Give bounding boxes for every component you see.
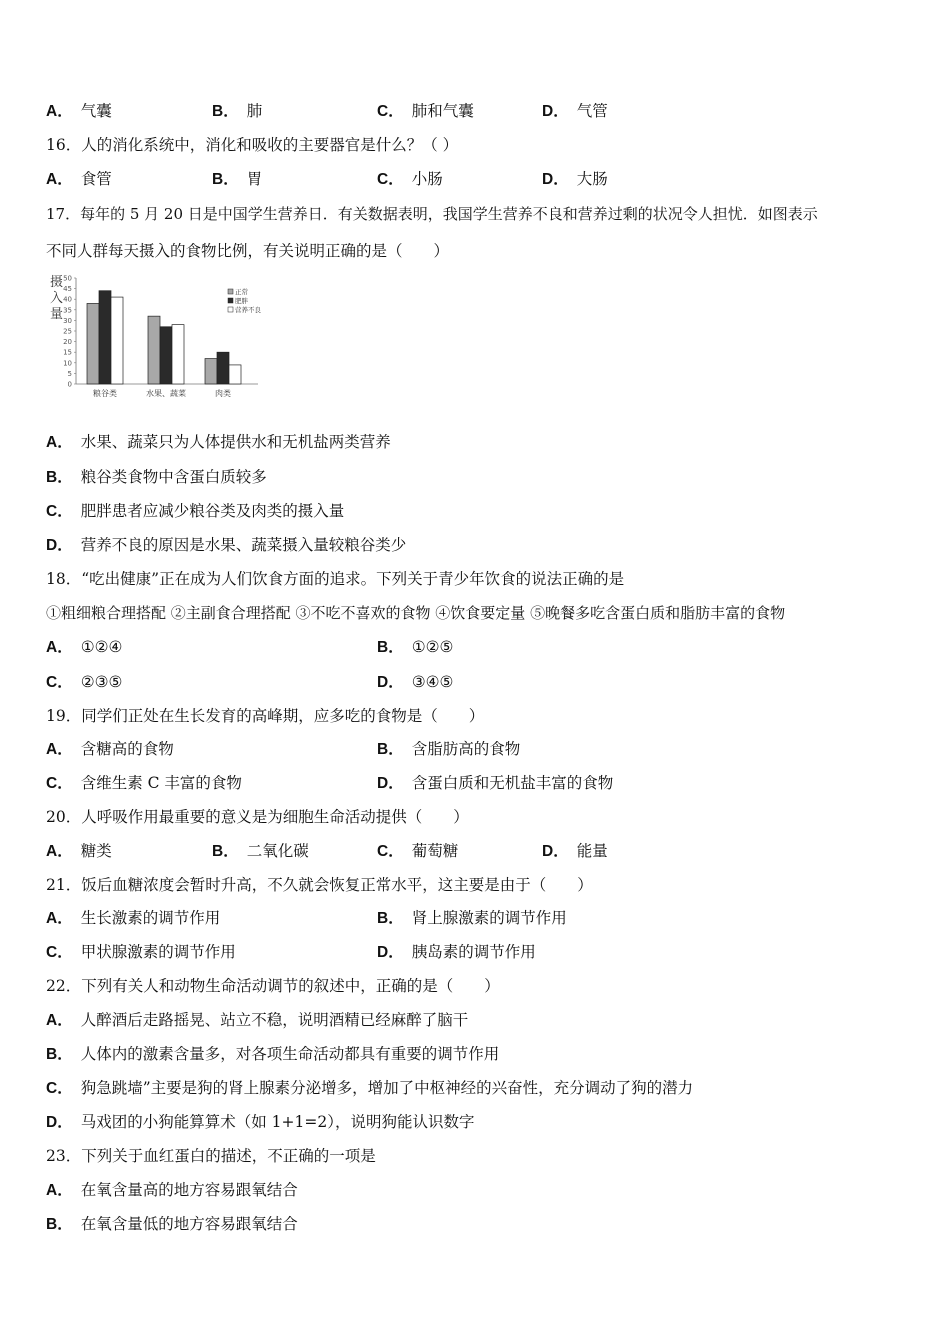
bar [229, 365, 241, 384]
legend [228, 287, 262, 314]
option-text: 水果、蔬菜只为人体提供水和无机盐两类营养 [80, 433, 391, 451]
q23-option-a [46, 1180, 298, 1201]
option-label: A． [46, 1012, 73, 1029]
option-text: 人醉酒后走路摇晃、站立不稳，说明酒精已经麻醉了脑干 [80, 1011, 469, 1029]
q18-option-d [377, 672, 453, 693]
option-text: 甲状腺激素的调节作用 [80, 943, 236, 961]
q19-stem: 19．同学们正处在生长发育的高峰期，应多吃的食物是（ ） [46, 707, 485, 725]
y-tick-label: 25 [63, 327, 72, 336]
option-label: B． [46, 1216, 73, 1233]
legend-label: 正常 [235, 288, 248, 296]
option-text: 肥胖患者应减少粮谷类及肉类的摄入量 [80, 502, 345, 520]
q21-option-c [46, 942, 236, 963]
option-label: D． [542, 171, 569, 188]
option-label: D． [542, 843, 569, 860]
q19-option-d [377, 773, 613, 794]
option-text: 葡萄糖 [411, 842, 459, 860]
q17-option-c [46, 501, 344, 522]
y-axis-ticks [63, 275, 76, 389]
q20-option-a [46, 841, 112, 862]
q18-option-c [46, 672, 122, 693]
option-label: C． [377, 103, 404, 120]
q21-option-b [377, 908, 567, 929]
option-label: A． [46, 434, 73, 451]
legend-swatch [228, 298, 233, 303]
q21-option-a [46, 908, 220, 929]
q17-option-b [46, 467, 267, 488]
option-text: 马戏团的小狗能算算术（如 1+1=2），说明狗能认识数字 [80, 1113, 475, 1131]
q22-stem: 22．下列有关人和动物生命活动调节的叙述中，正确的是（ ） [46, 977, 500, 995]
option-text: 糖类 [80, 842, 112, 860]
x-axis-ticks [93, 388, 231, 398]
option-text: 在氧含量低的地方容易跟氧结合 [80, 1215, 298, 1233]
option-label: D． [46, 1114, 73, 1131]
y-axis-label-char: 摄 [50, 275, 64, 290]
q20-stem: 20．人呼吸作用最重要的意义是为细胞生命活动提供（ ） [46, 808, 469, 826]
food-intake-chart [44, 272, 284, 402]
q22-option-a [46, 1010, 468, 1031]
x-tick-label: 肉类 [215, 389, 231, 398]
option-text: ②③⑤ [80, 673, 123, 691]
y-tick-label: 40 [63, 295, 72, 304]
bar [111, 297, 123, 384]
y-tick-label: 15 [63, 348, 72, 357]
option-label: B． [212, 171, 239, 188]
y-tick-label: 50 [63, 274, 72, 283]
option-label: B． [377, 639, 404, 656]
option-text: 小肠 [411, 170, 443, 188]
bar [148, 316, 160, 384]
option-text: 气囊 [80, 102, 112, 120]
option-text: 二氧化碳 [246, 842, 309, 860]
q16-stem: 16．人的消化系统中，消化和吸收的主要器官是什么？（ ） [46, 136, 459, 154]
option-label: A． [46, 1182, 73, 1199]
q15-option-a [46, 101, 112, 122]
option-text: ①②⑤ [411, 638, 454, 656]
option-text: 肾上腺激素的调节作用 [411, 909, 567, 927]
q16-option-c [377, 169, 443, 190]
q17-option-a [46, 432, 391, 453]
option-label: B． [377, 741, 404, 758]
bars [87, 291, 241, 384]
option-label: A． [46, 843, 73, 860]
q20-option-d [542, 841, 608, 862]
option-label: C． [377, 171, 404, 188]
bar [172, 325, 184, 384]
legend-swatch [228, 289, 233, 294]
q15-option-d [542, 101, 608, 122]
option-label: A． [46, 741, 73, 758]
y-tick-label: 10 [63, 359, 72, 368]
y-axis-label-char: 入 [50, 291, 64, 306]
option-text: 含脂肪高的食物 [411, 740, 521, 758]
option-text: 在氧含量高的地方容易跟氧结合 [80, 1181, 298, 1199]
option-text: 胃 [246, 170, 263, 188]
bar [205, 359, 217, 384]
option-label: D． [377, 775, 404, 792]
q18-option-b [377, 637, 453, 658]
option-label: A． [46, 171, 73, 188]
option-text: 粮谷类食物中含蛋白质较多 [80, 468, 267, 486]
bar [87, 303, 99, 384]
q16-option-b [212, 169, 262, 190]
legend-label: 营养不良 [235, 306, 261, 314]
x-tick-label: 粮谷类 [93, 389, 117, 398]
option-text: 含糖高的食物 [80, 740, 174, 758]
option-text: 气管 [576, 102, 608, 120]
option-label: C． [46, 674, 73, 691]
q19-option-a [46, 739, 174, 760]
q18-stem: 18．“吃出健康”正在成为人们饮食方面的追求。下列关于青少年饮食的说法正确的是 [46, 570, 625, 588]
q22-option-d [46, 1112, 474, 1133]
y-axis-label [50, 274, 63, 322]
q16-option-a [46, 169, 112, 190]
option-label: D． [377, 944, 404, 961]
option-label: C． [46, 775, 73, 792]
option-label: A． [46, 639, 73, 656]
option-label: B． [377, 910, 404, 927]
option-text: 肺 [246, 102, 263, 120]
legend-swatch [228, 307, 233, 312]
bar [217, 352, 229, 384]
q23-stem: 23．下列关于血红蛋白的描述，不正确的一项是 [46, 1147, 376, 1165]
q22-option-c [46, 1078, 693, 1099]
option-text: 能量 [576, 842, 608, 860]
q22-option-b [46, 1044, 499, 1065]
y-tick-label: 30 [63, 316, 72, 325]
option-label: D． [377, 674, 404, 691]
q16-option-d [542, 169, 608, 190]
y-tick-label: 0 [67, 380, 72, 389]
option-label: B． [212, 843, 239, 860]
option-label: D． [46, 537, 73, 554]
option-label: C． [377, 843, 404, 860]
option-text: 生长激素的调节作用 [80, 909, 221, 927]
q17-option-d [46, 535, 406, 556]
option-text: 狗急跳墙”主要是狗的肾上腺素分泌增多，增加了中枢神经的兴奋性，充分调动了狗的潜力 [80, 1079, 694, 1097]
option-label: C． [46, 503, 73, 520]
q15-option-c [377, 101, 474, 122]
q20-option-b [212, 841, 309, 862]
option-label: C． [46, 944, 73, 961]
option-text: 含维生素 C 丰富的食物 [80, 774, 242, 792]
q20-option-c [377, 841, 458, 862]
y-tick-label: 5 [67, 369, 72, 378]
q23-option-b [46, 1214, 298, 1235]
option-text: 营养不良的原因是水果、蔬菜摄入量较粮谷类少 [80, 536, 407, 554]
option-label: B． [46, 1046, 73, 1063]
q17-stem-line1: 17．每年的 5 月 20 日是中国学生营养日．有关数据表明，我国学生营养不良和营养过剩的状况令人担忧．如图表示 [46, 205, 818, 223]
option-text: ①②④ [80, 638, 123, 656]
x-tick-label: 水果、蔬菜 [146, 389, 186, 398]
option-label: C． [46, 1080, 73, 1097]
bar [99, 291, 111, 384]
q18-option-a [46, 637, 122, 658]
option-label: B． [212, 103, 239, 120]
q19-option-c [46, 773, 242, 794]
option-text: 肺和气囊 [411, 102, 474, 120]
option-text: 大肠 [576, 170, 608, 188]
y-tick-label: 20 [63, 338, 72, 347]
option-text: 胰岛素的调节作用 [411, 943, 536, 961]
option-label: D． [542, 103, 569, 120]
y-tick-label: 45 [63, 285, 72, 294]
q21-stem: 21．饭后血糖浓度会暂时升高，不久就会恢复正常水平，这主要是由于（ ） [46, 876, 593, 894]
y-axis-label-char: 量 [50, 307, 64, 322]
q18-items: ①粗细粮合理搭配 ②主副食合理搭配 ③不吃不喜欢的食物 ④饮食要定量 ⑤晚餐多吃含蛋白质和脂肪丰富的食物 [46, 604, 786, 622]
option-text: ③④⑤ [411, 673, 454, 691]
option-label: A． [46, 910, 73, 927]
bar [160, 327, 172, 384]
option-text: 食管 [80, 170, 112, 188]
q19-option-b [377, 739, 520, 760]
q21-option-d [377, 942, 536, 963]
q17-stem-line2: 不同人群每天摄入的食物比例，有关说明正确的是（ ） [46, 242, 450, 260]
option-text: 含蛋白质和无机盐丰富的食物 [411, 774, 614, 792]
option-label: A． [46, 103, 73, 120]
legend-label: 肥胖 [235, 297, 248, 305]
q15-option-b [212, 101, 262, 122]
y-tick-label: 35 [63, 306, 72, 315]
option-label: B． [46, 469, 73, 486]
option-text: 人体内的激素含量多，对各项生命活动都具有重要的调节作用 [80, 1045, 500, 1063]
